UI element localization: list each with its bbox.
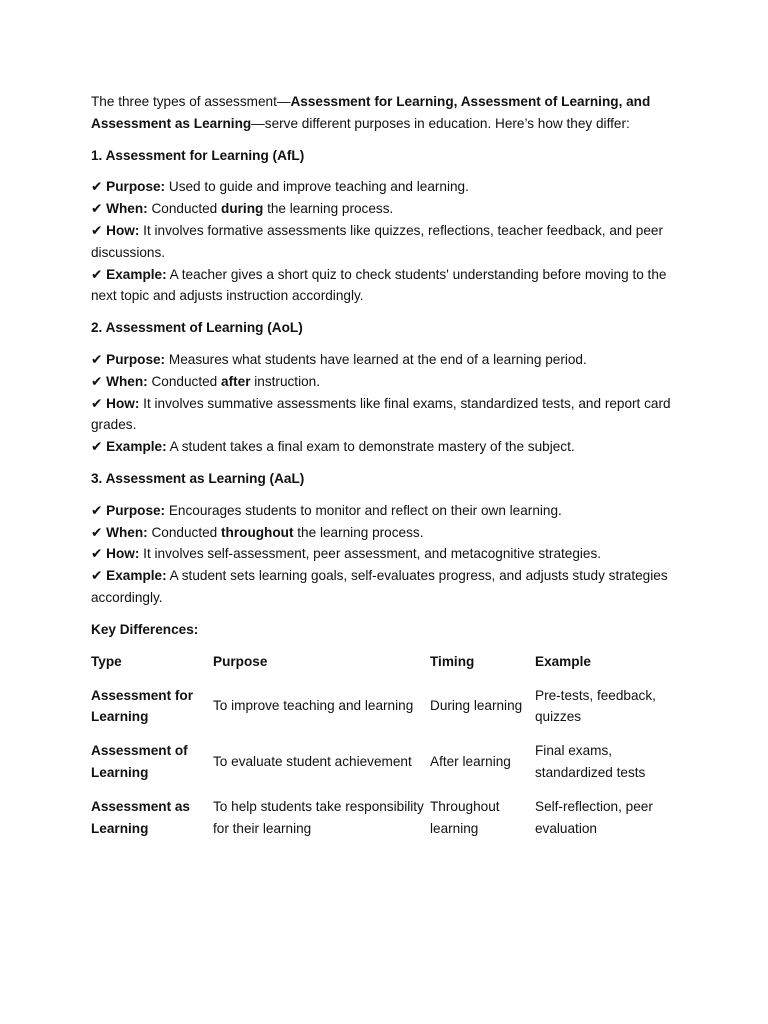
when-point — [91, 371, 681, 393]
document-body — [91, 91, 681, 851]
point-label: How: — [106, 222, 140, 238]
check-icon: ✔ — [91, 568, 103, 584]
cell-timing: After learning — [430, 754, 511, 770]
key-differences-heading: Key Differences: — [91, 621, 199, 637]
point-label: Purpose: — [106, 502, 166, 518]
point-text-end: the learning process. — [293, 524, 424, 540]
column-header-timing: Timing — [430, 653, 475, 669]
point-label: How: — [106, 395, 140, 411]
cell-purpose: To help students take responsibility for their learning — [213, 798, 424, 836]
how-point — [91, 393, 681, 437]
point-text-end: the learning process. — [263, 201, 394, 217]
when-point — [91, 522, 681, 544]
cell-type: Assessment as Learning — [91, 798, 190, 836]
cell-purpose: To evaluate student achievement — [213, 754, 412, 770]
table-row — [91, 796, 681, 852]
example-point — [91, 436, 681, 458]
section-points-afl — [91, 176, 681, 307]
check-icon: ✔ — [91, 373, 103, 389]
point-label: Example: — [106, 266, 167, 282]
table-row — [91, 740, 681, 796]
point-text: It involves summative assessments like final exams, standardized tests, and report card grades. — [91, 395, 671, 433]
when-point — [91, 198, 681, 220]
point-text: A student sets learning goals, self-evaluates progress, and adjusts study strategies accordingly. — [91, 568, 668, 605]
cell-example: Self-reflection, peer evaluation — [535, 798, 653, 836]
table-row — [91, 685, 681, 741]
cell-type: Assessment of Learning — [91, 743, 188, 780]
cell-timing: During learning — [430, 698, 523, 714]
point-emphasis: throughout — [221, 524, 294, 540]
point-emphasis: during — [221, 201, 264, 217]
intro-text: The three types of assessment— — [91, 94, 291, 109]
cell-example: Final exams, standardized tests — [535, 743, 646, 780]
key-differences-table — [91, 651, 681, 852]
point-text: Conducted — [147, 373, 222, 389]
point-label: When: — [106, 524, 148, 540]
point-label: How: — [106, 546, 140, 562]
check-icon: ✔ — [91, 201, 103, 217]
point-label: When: — [106, 201, 148, 217]
example-point — [91, 264, 681, 308]
check-icon: ✔ — [91, 222, 103, 238]
purpose-point — [91, 176, 681, 198]
point-text: Conducted — [147, 524, 222, 540]
point-label: Purpose: — [106, 179, 166, 195]
point-emphasis: after — [221, 373, 251, 389]
section-points-aal — [91, 500, 681, 609]
column-header-purpose: Purpose — [213, 653, 268, 669]
cell-example: Pre-tests, feedback, quizzes — [535, 687, 656, 725]
example-point — [91, 565, 681, 609]
check-icon: ✔ — [91, 395, 103, 411]
column-header-type: Type — [91, 653, 122, 669]
column-header-example: Example — [535, 653, 591, 669]
point-label: Example: — [106, 439, 167, 455]
point-label: Example: — [106, 568, 167, 584]
point-text: Encourages students to monitor and reflect on their own learning. — [165, 502, 562, 518]
point-text: Measures what students have learned at the end of a learning period. — [165, 351, 587, 367]
point-text-end: instruction. — [250, 373, 320, 389]
point-text: It involves self-assessment, peer assessment, and metacognitive strategies. — [139, 546, 602, 562]
point-text: Conducted — [147, 201, 222, 217]
point-text: It involves formative assessments like quizzes, reflections, teacher feedback, and peer discussions. — [91, 222, 664, 260]
section-heading-aal: 3. Assessment as Learning (AaL) — [91, 470, 305, 486]
check-icon: ✔ — [91, 546, 103, 562]
how-point — [91, 543, 681, 565]
check-icon: ✔ — [91, 351, 103, 367]
intro-text-end: —serve different purposes in education. Here’s how they differ: — [251, 115, 630, 131]
section-heading-aol: 2. Assessment of Learning (AoL) — [91, 320, 303, 336]
point-label: When: — [106, 373, 148, 389]
purpose-point — [91, 500, 681, 522]
check-icon: ✔ — [91, 439, 103, 455]
intro-paragraph — [91, 91, 681, 135]
cell-timing: Throughout learning — [430, 798, 500, 836]
check-icon: ✔ — [91, 179, 103, 195]
point-label: Purpose: — [106, 351, 166, 367]
how-point — [91, 220, 681, 264]
check-icon: ✔ — [91, 524, 103, 540]
check-icon: ✔ — [91, 502, 103, 518]
cell-type: Assessment for Learning — [91, 687, 193, 725]
section-points-aol — [91, 349, 681, 458]
point-text: A student takes a final exam to demonstrate mastery of the subject. — [166, 439, 575, 455]
point-text: Used to guide and improve teaching and learning. — [165, 179, 469, 195]
point-text: A teacher gives a short quiz to check students' understanding before moving to the next topic and adjusts instruction accordingly. — [91, 266, 667, 304]
table-header-row — [91, 651, 681, 685]
section-heading-afl: 1. Assessment for Learning (AfL) — [91, 147, 305, 163]
intro-bold-text: Assessment for Learning, Assessment of Learning, and Assessment as Learning — [91, 94, 651, 131]
cell-purpose: To improve teaching and learning — [213, 698, 414, 714]
check-icon: ✔ — [91, 266, 103, 282]
purpose-point — [91, 349, 681, 371]
